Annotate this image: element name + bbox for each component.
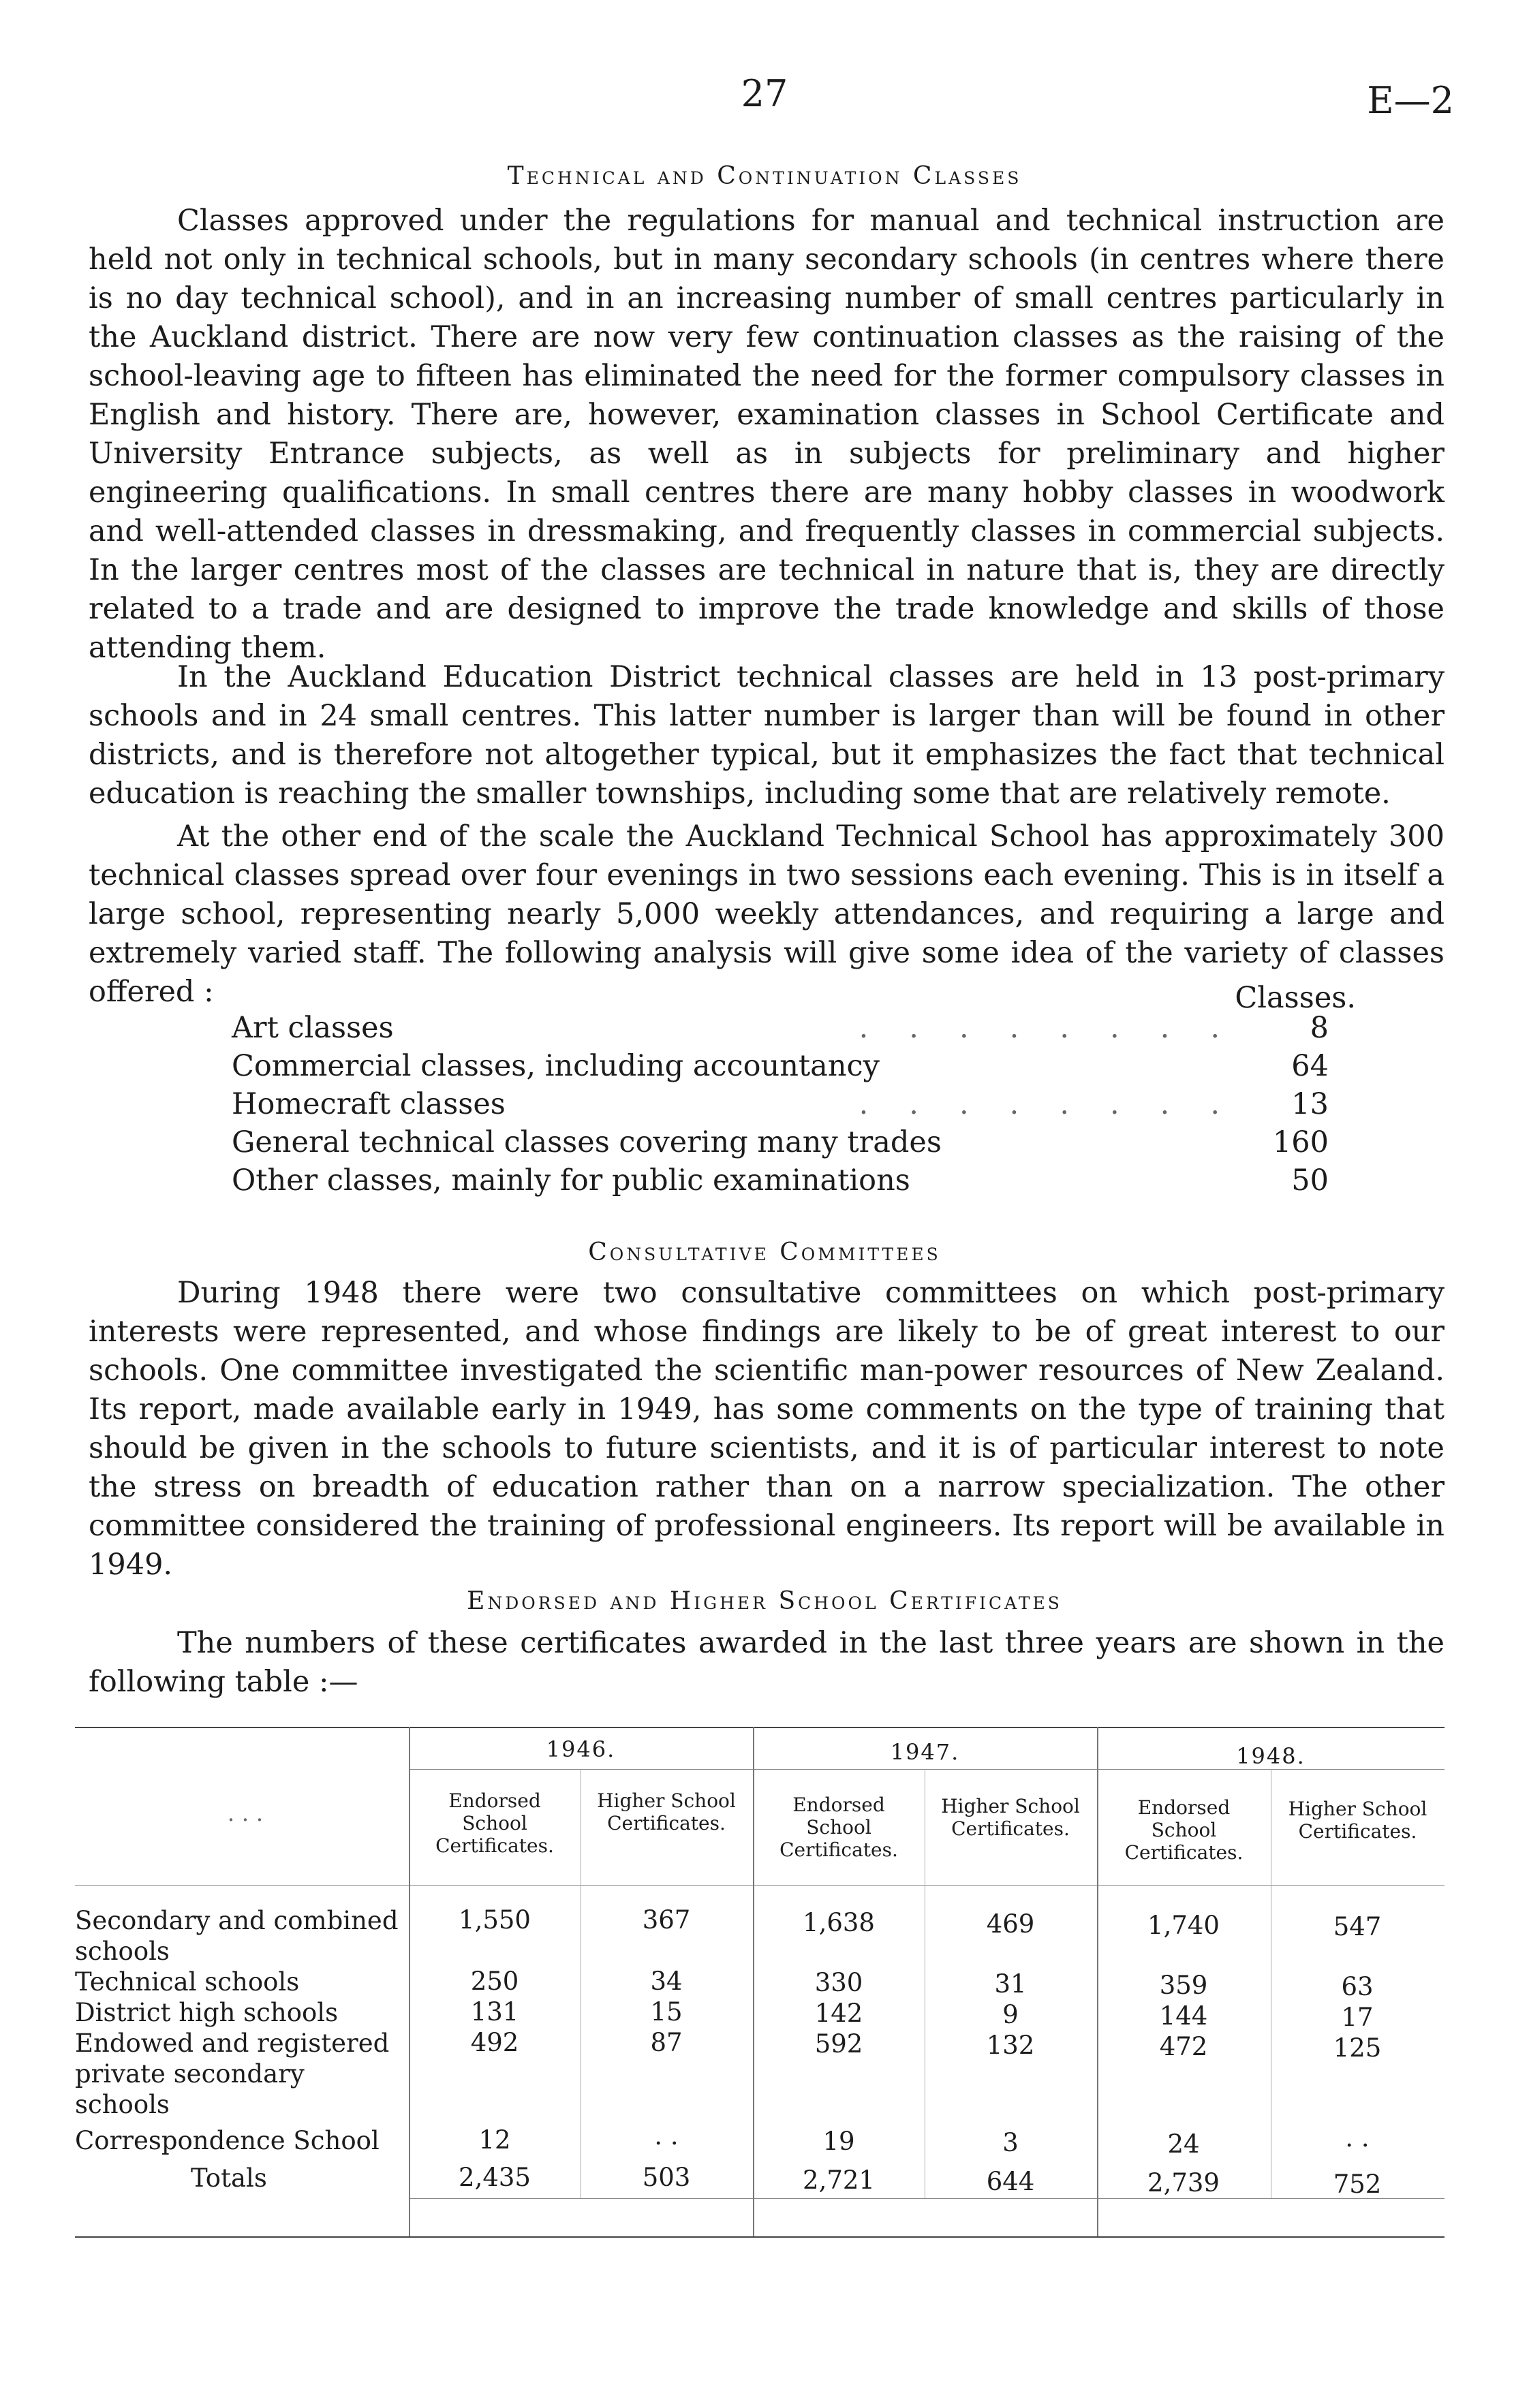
table-cell: 87 <box>650 2028 683 2057</box>
table-cell: 19 <box>822 2127 855 2156</box>
table-cell: 144 <box>1159 2001 1208 2031</box>
list-item: Other classes, mainly for public examinations 50 <box>232 1163 1329 1198</box>
list-item: Homecraft classes ........ 13 <box>232 1087 1329 1121</box>
table-cell: 367 <box>642 1905 691 1935</box>
table-total: 2,721 <box>803 2165 875 2195</box>
table-cell: 1,638 <box>803 1908 875 1937</box>
sub-header-higher: Higher School Certificates. <box>1288 1798 1427 1843</box>
class-analysis-list <box>232 981 1356 1206</box>
sub-header-endorsed: Endorsed School Certificates. <box>1124 1796 1244 1864</box>
heading-consultative-committees: Consultative Committees <box>588 1238 941 1266</box>
paragraph-technical-2: In the Auckland Education District technical classes are held in 13 post-primary schools and in 24 small centres. This latter number is larger than will be found in other districts, and is therefore not altogether typical, but it emphasizes the fact that technical education is reaching the smaller townships, including some that are relatively remote. <box>89 660 1445 811</box>
table-cell: 547 <box>1333 1912 1382 1941</box>
year-header-1948: 1948. <box>1236 1743 1306 1769</box>
table-cell: 132 <box>986 2031 1035 2060</box>
column-rule <box>1097 1727 1098 2236</box>
table-corner: · · · <box>227 1807 264 1833</box>
row-label-secondary: Secondary and combined schools <box>75 1906 399 1966</box>
column-rule <box>409 1727 410 2236</box>
table-cell: 24 <box>1167 2129 1200 2159</box>
certificates-table <box>75 1727 1445 2238</box>
row-label-district-high: District high schools <box>75 1998 339 2027</box>
table-cell: 359 <box>1159 1971 1208 2000</box>
table-total: 503 <box>642 2163 691 2192</box>
table-top-rule <box>75 1727 1445 1728</box>
table-total: 644 <box>986 2167 1035 2196</box>
paragraph-technical-3: At the other end of the scale the Auckland Technical School has approximately 300 technical classes spread over four evenings in two sessions each evening. This is in itself a large school, representing nearly 5,000 weekly attendances, and requiring a large and extremely varied staff. The following analysis will give some idea of the variety of classes offered : <box>89 819 1445 1009</box>
table-bottom-rule <box>75 2236 1445 2238</box>
list-item: Commercial classes, including accountancy 64 <box>232 1049 1329 1083</box>
table-cell: 15 <box>650 1997 683 2027</box>
page-number: 27 <box>741 72 788 115</box>
table-cell: 142 <box>814 1999 863 2028</box>
table-cell: 592 <box>814 2029 863 2059</box>
table-cell: 12 <box>478 2125 511 2155</box>
paragraph-committees: During 1948 there were two consultative committees on which post-primary interests were represented, and whose findings are likely to be of great interest to our schools. One committee investigated the scientific man-power resources of New Zealand. Its report, made available early in 1949, has some comments on the type of training that should be given in the schools to future scientists, and it is of particular interest to note the stress on breadth of education rather than on a narrow specialization. The other committee considered the training of professional engineers. Its report will be available in 1949. <box>89 1276 1445 1582</box>
table-cell: 63 <box>1341 1972 1374 2001</box>
table-total: 2,739 <box>1147 2168 1220 2198</box>
table-total: 2,435 <box>459 2163 531 2192</box>
table-cell: 3 <box>1002 2128 1019 2157</box>
table-cell: 17 <box>1341 2003 1374 2032</box>
sub-header-endorsed: Endorsed School Certificates. <box>435 1789 554 1857</box>
heading-technical-classes: Technical and Continuation Classes <box>507 162 1022 190</box>
row-label-technical: Technical schools <box>75 1967 300 1997</box>
sub-header-higher: Higher School Certificates. <box>941 1795 1080 1840</box>
table-cell: 250 <box>470 1967 519 1996</box>
paragraph-certificates: The numbers of these certificates awarded in the last three years are shown in the following table :— <box>89 1626 1445 1699</box>
list-item: Art classes ........ 8 <box>232 1011 1329 1045</box>
table-cell: 34 <box>650 1967 683 1996</box>
heading-certificates: Endorsed and Higher School Certificates <box>467 1587 1062 1615</box>
table-cell: 1,550 <box>459 1905 531 1935</box>
table-cell: · · <box>1345 2131 1370 2160</box>
table-cell: 131 <box>470 1997 519 2027</box>
header-bottom-rule <box>75 1885 1445 1886</box>
table-cell: 492 <box>470 2028 519 2057</box>
table-cell: · · <box>654 2129 679 2158</box>
table-total: 752 <box>1333 2170 1382 2199</box>
list-item: General technical classes covering many trades 160 <box>232 1125 1329 1159</box>
sub-header-higher: Higher School Certificates. <box>597 1789 736 1834</box>
year-header-1946: 1946. <box>546 1736 616 1762</box>
table-cell: 472 <box>1159 2032 1208 2061</box>
table-cell: 1,740 <box>1147 1911 1220 1940</box>
sub-header-endorsed: Endorsed School Certificates. <box>779 1794 898 1861</box>
row-label-correspondence: Correspondence School <box>75 2126 380 2155</box>
table-cell: 125 <box>1333 2033 1382 2063</box>
row-label-totals: Totals <box>191 2163 267 2193</box>
year-header-1947: 1947. <box>890 1739 960 1765</box>
table-cell: 31 <box>994 1969 1027 1999</box>
table-cell: 330 <box>814 1968 863 1997</box>
column-rule <box>753 1727 754 2236</box>
table-cell: 469 <box>986 1909 1035 1939</box>
year-rule <box>409 1769 1445 1770</box>
row-label-endowed: Endowed and registered private secondary schools <box>75 2029 390 2119</box>
classes-column-header: Classes. <box>1235 981 1356 1015</box>
document-reference: E—2 <box>1367 79 1454 122</box>
table-cell: 9 <box>1002 2000 1019 2029</box>
paragraph-technical-1: Classes approved under the regulations for manual and technical instruction are held not only in technical schools, but in many secondary schools (in centres where there is no day technical school), and in an increasing number of small centres particularly in the Auckland district. There are now very few continuation classes as the raising of the school-leaving age to fifteen has eliminated the need for the former compulsory classes in English and history. There are, however, examination classes in School Certificate and University Entrance subjects, as well as in subjects for preliminary and higher engineering qualifications. In small centres there are many hobby classes in woodwork and well-attended classes in dressmaking, and frequently classes in commercial subjects. In the larger centres most of the classes are technical in nature that is, they are directly related to a trade and are designed to improve the trade knowledge and skills of those attending them. <box>89 204 1445 665</box>
